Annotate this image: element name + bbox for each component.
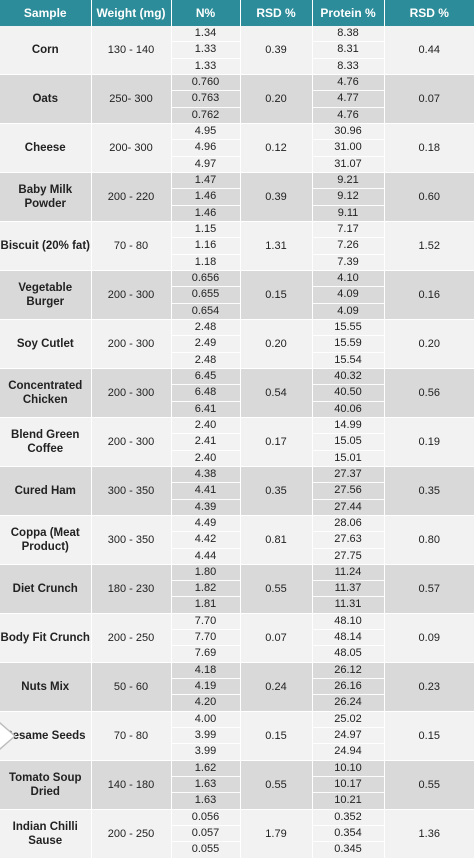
n-value: 0.654 — [191, 304, 220, 317]
n-value: 2.48 — [194, 353, 217, 366]
protein-value: 31.00 — [313, 140, 384, 156]
cell-weight: 180 - 230 — [91, 564, 171, 613]
cell-rsd-protein: 0.18 — [384, 123, 474, 172]
cell-n-values — [171, 172, 240, 221]
n-value: 7.69 — [194, 647, 217, 660]
cell-sample — [0, 466, 91, 515]
cell-n-values — [171, 760, 240, 809]
header-n-percent: N% — [171, 0, 240, 26]
n-value: 6.45 — [172, 369, 240, 385]
cell-weight: 50 - 60 — [91, 662, 171, 711]
cell-n-values — [171, 613, 240, 662]
protein-value: 48.10 — [313, 614, 384, 630]
sample-name: Coppa (Meat Product) — [10, 526, 80, 553]
n-value: 0.055 — [191, 843, 220, 856]
sample-name: Tomato Soup Dried — [8, 771, 82, 798]
cell-sample — [0, 74, 91, 123]
protein-value: 15.55 — [313, 320, 384, 336]
n-value: 1.81 — [194, 598, 217, 611]
table-row — [0, 711, 474, 760]
protein-value: 26.16 — [313, 679, 384, 695]
cell-weight: 70 - 80 — [91, 221, 171, 270]
protein-value: 4.09 — [337, 304, 359, 317]
cell-rsd-protein: 0.57 — [384, 564, 474, 613]
n-value: 0.057 — [172, 826, 240, 842]
cell-rsd-n: 0.54 — [240, 368, 312, 417]
sample-name: Indian Chilli Sause — [12, 820, 78, 847]
cell-weight: 140 - 180 — [91, 760, 171, 809]
cell-rsd-n: 0.55 — [240, 564, 312, 613]
cell-rsd-n: 0.39 — [240, 172, 312, 221]
protein-value: 28.06 — [313, 516, 384, 532]
cell-rsd-n: 0.15 — [240, 711, 312, 760]
cell-n-values — [171, 368, 240, 417]
protein-value: 11.24 — [313, 565, 384, 581]
sample-name: Concentrated Chicken — [8, 379, 83, 406]
cell-protein-values — [312, 613, 384, 662]
n-value: 0.655 — [172, 287, 240, 303]
cell-weight: 200 - 300 — [91, 417, 171, 466]
table-row — [0, 270, 474, 319]
n-value: 1.34 — [172, 26, 240, 42]
protein-value: 9.12 — [313, 189, 384, 205]
n-value: 0.760 — [172, 75, 240, 91]
cell-sample — [0, 613, 91, 662]
protein-value: 8.38 — [313, 26, 384, 42]
cell-sample — [0, 319, 91, 368]
cell-rsd-protein: 0.80 — [384, 515, 474, 564]
n-value: 4.95 — [172, 124, 240, 140]
cell-protein-values — [312, 466, 384, 515]
cell-protein-values — [312, 172, 384, 221]
protein-value: 40.32 — [313, 369, 384, 385]
n-value: 2.40 — [172, 418, 240, 434]
cell-rsd-n: 1.79 — [240, 809, 312, 858]
cell-weight: 250- 300 — [91, 74, 171, 123]
protein-value: 48.05 — [334, 647, 362, 660]
cell-n-values — [171, 711, 240, 760]
sample-name: Corn — [31, 43, 59, 56]
cell-protein-values — [312, 319, 384, 368]
cell-rsd-n: 0.17 — [240, 417, 312, 466]
table-row — [0, 26, 474, 74]
cell-rsd-n: 1.31 — [240, 221, 312, 270]
protein-value: 26.12 — [313, 663, 384, 679]
cell-weight: 200 - 250 — [91, 809, 171, 858]
table-row — [0, 319, 474, 368]
cell-weight: 200 - 250 — [91, 613, 171, 662]
n-value: 7.70 — [172, 630, 240, 646]
protein-value: 48.14 — [313, 630, 384, 646]
protein-value: 0.354 — [313, 826, 384, 842]
sample-name: Blend Green Coffee — [11, 428, 80, 455]
n-value: 1.33 — [172, 42, 240, 58]
cell-rsd-n: 0.20 — [240, 319, 312, 368]
n-value: 3.99 — [194, 745, 217, 758]
cell-n-values — [171, 319, 240, 368]
n-value: 0.056 — [172, 810, 240, 826]
cell-sample — [0, 270, 91, 319]
protein-value: 4.76 — [337, 108, 359, 121]
protein-value: 24.94 — [334, 745, 362, 758]
cell-rsd-protein: 0.19 — [384, 417, 474, 466]
n-value: 1.47 — [172, 173, 240, 189]
table-row — [0, 809, 474, 858]
cell-weight: 300 - 350 — [91, 466, 171, 515]
cell-rsd-n: 0.35 — [240, 466, 312, 515]
table-row — [0, 368, 474, 417]
protein-value: 0.345 — [334, 843, 362, 856]
protein-value: 8.31 — [313, 42, 384, 58]
n-value: 1.62 — [172, 761, 240, 777]
n-value: 4.49 — [172, 516, 240, 532]
protein-value: 0.352 — [313, 810, 384, 826]
cell-n-values — [171, 270, 240, 319]
n-value: 2.48 — [172, 320, 240, 336]
protein-value: 15.05 — [313, 434, 384, 450]
protein-value: 11.31 — [334, 598, 362, 611]
cell-rsd-protein: 0.56 — [384, 368, 474, 417]
cell-rsd-protein: 0.23 — [384, 662, 474, 711]
protein-value: 4.76 — [313, 75, 384, 91]
protein-value: 4.77 — [313, 91, 384, 107]
cell-sample — [0, 123, 91, 172]
n-value: 1.80 — [172, 565, 240, 581]
n-value: 1.63 — [172, 777, 240, 793]
n-value: 1.46 — [172, 189, 240, 205]
sample-name: Nuts Mix — [21, 680, 70, 693]
protein-value: 10.21 — [334, 794, 362, 807]
protein-value: 10.17 — [313, 777, 384, 793]
cell-n-values — [171, 662, 240, 711]
cell-rsd-protein: 0.44 — [384, 26, 474, 74]
protein-value: 27.37 — [313, 467, 384, 483]
table-header — [0, 0, 474, 26]
cell-rsd-n: 0.39 — [240, 26, 312, 74]
protein-value: 30.96 — [313, 124, 384, 140]
cell-rsd-n: 0.12 — [240, 123, 312, 172]
n-value: 1.16 — [172, 238, 240, 254]
cell-weight: 130 - 140 — [91, 26, 171, 74]
cell-n-values — [171, 26, 240, 74]
n-value: 4.42 — [172, 532, 240, 548]
cell-n-values — [171, 74, 240, 123]
protein-value: 11.37 — [313, 581, 384, 597]
protein-value: 9.21 — [313, 173, 384, 189]
cell-rsd-n: 0.20 — [240, 74, 312, 123]
table-row — [0, 417, 474, 466]
n-value: 0.762 — [191, 108, 220, 121]
protein-value: 40.06 — [334, 402, 362, 415]
cell-protein-values — [312, 123, 384, 172]
n-value: 1.18 — [194, 255, 217, 268]
cell-protein-values — [312, 662, 384, 711]
cell-weight: 200 - 300 — [91, 270, 171, 319]
cell-sample — [0, 564, 91, 613]
cell-protein-values — [312, 711, 384, 760]
protein-value: 25.02 — [313, 712, 384, 728]
cell-sample — [0, 760, 91, 809]
n-value: 4.19 — [172, 679, 240, 695]
cell-protein-values — [312, 515, 384, 564]
protein-value: 31.07 — [334, 157, 362, 170]
table-row — [0, 221, 474, 270]
protein-value: 7.39 — [337, 255, 359, 268]
cell-weight: 70 - 80 — [91, 711, 171, 760]
n-value: 4.20 — [194, 696, 217, 709]
table-body — [0, 26, 474, 858]
n-value: 4.18 — [172, 663, 240, 679]
table-row — [0, 466, 474, 515]
cell-weight: 200 - 300 — [91, 368, 171, 417]
cell-protein-values — [312, 760, 384, 809]
n-value: 4.00 — [172, 712, 240, 728]
cell-rsd-n: 0.07 — [240, 613, 312, 662]
header-rsd-protein: RSD % — [384, 0, 474, 26]
protein-value: 40.50 — [313, 385, 384, 401]
n-value: 7.70 — [172, 614, 240, 630]
cell-rsd-n: 0.15 — [240, 270, 312, 319]
n-value: 6.41 — [194, 402, 217, 415]
n-value: 2.49 — [172, 336, 240, 352]
table-row — [0, 662, 474, 711]
cell-n-values — [171, 221, 240, 270]
protein-value: 27.75 — [334, 549, 362, 562]
protein-value: 7.26 — [313, 238, 384, 254]
n-value: 2.41 — [172, 434, 240, 450]
cell-rsd-protein: 1.52 — [384, 221, 474, 270]
n-value: 3.99 — [172, 728, 240, 744]
cell-protein-values — [312, 564, 384, 613]
header-weight: Weight (mg) — [91, 0, 171, 26]
sample-name: Biscuit (20% fat) — [0, 239, 90, 252]
protein-value: 24.97 — [313, 728, 384, 744]
cell-rsd-protein: 1.36 — [384, 809, 474, 858]
cell-rsd-n: 0.81 — [240, 515, 312, 564]
header-rsd-n: RSD % — [240, 0, 312, 26]
cell-sample — [0, 662, 91, 711]
cell-n-values — [171, 123, 240, 172]
cell-sample — [0, 809, 91, 858]
n-value: 4.38 — [172, 467, 240, 483]
n-value: 1.15 — [172, 222, 240, 238]
sample-name: Baby Milk Powder — [18, 183, 73, 210]
table-row — [0, 515, 474, 564]
sample-name: Cheese — [24, 141, 66, 154]
n-value: 4.96 — [172, 140, 240, 156]
protein-value: 10.10 — [313, 761, 384, 777]
cell-protein-values — [312, 809, 384, 858]
protein-value: 26.24 — [334, 696, 362, 709]
cell-weight: 200- 300 — [91, 123, 171, 172]
cell-n-values — [171, 417, 240, 466]
cell-n-values — [171, 809, 240, 858]
header-sample: Sample — [0, 0, 91, 26]
cell-sample — [0, 417, 91, 466]
n-value: 4.97 — [194, 157, 217, 170]
protein-value: 8.33 — [337, 59, 359, 72]
n-value: 1.63 — [194, 794, 217, 807]
cell-n-values — [171, 466, 240, 515]
sample-name: Cured Ham — [14, 484, 76, 497]
protein-value: 9.11 — [337, 206, 359, 219]
cell-n-values — [171, 515, 240, 564]
cell-rsd-n: 0.24 — [240, 662, 312, 711]
cell-protein-values — [312, 417, 384, 466]
cell-weight: 200 - 300 — [91, 319, 171, 368]
protein-value: 27.56 — [313, 483, 384, 499]
sample-name: Soy Cutlet — [16, 337, 74, 350]
table-row — [0, 613, 474, 662]
header-protein-percent: Protein % — [312, 0, 384, 26]
sample-name: Body Fit Crunch — [0, 631, 90, 644]
table-row — [0, 74, 474, 123]
cell-rsd-protein: 0.09 — [384, 613, 474, 662]
n-value: 4.44 — [194, 549, 217, 562]
protein-value: 7.17 — [313, 222, 384, 238]
n-value: 6.48 — [172, 385, 240, 401]
cell-protein-values — [312, 26, 384, 74]
cell-rsd-protein: 0.16 — [384, 270, 474, 319]
n-value: 4.41 — [172, 483, 240, 499]
cell-protein-values — [312, 270, 384, 319]
cell-rsd-protein: 0.55 — [384, 760, 474, 809]
cell-sample — [0, 368, 91, 417]
sample-name: Vegetable Burger — [18, 281, 73, 308]
protein-value: 15.01 — [334, 451, 362, 464]
protein-value: 4.09 — [313, 287, 384, 303]
sample-name: Diet Crunch — [12, 582, 78, 595]
cell-protein-values — [312, 368, 384, 417]
n-value: 2.40 — [194, 451, 217, 464]
table-row — [0, 760, 474, 809]
n-value: 1.46 — [194, 206, 217, 219]
cell-sample — [0, 26, 91, 74]
n-value: 1.82 — [172, 581, 240, 597]
cell-sample — [0, 515, 91, 564]
cell-rsd-n: 0.55 — [240, 760, 312, 809]
cell-sample — [0, 172, 91, 221]
cell-rsd-protein: 0.20 — [384, 319, 474, 368]
protein-value: 15.54 — [334, 353, 362, 366]
sample-name: Sesame Seeds — [4, 729, 86, 742]
protein-value: 15.59 — [313, 336, 384, 352]
cell-weight: 200 - 220 — [91, 172, 171, 221]
protein-value: 27.44 — [334, 500, 362, 513]
table-row — [0, 123, 474, 172]
sample-name: Oats — [32, 92, 59, 105]
cell-protein-values — [312, 74, 384, 123]
n-value: 4.39 — [194, 500, 217, 513]
cell-sample — [0, 221, 91, 270]
n-value: 1.33 — [194, 59, 217, 72]
cell-protein-values — [312, 221, 384, 270]
protein-value: 14.99 — [313, 418, 384, 434]
n-value: 0.656 — [172, 271, 240, 287]
n-value: 0.763 — [172, 91, 240, 107]
table-row — [0, 564, 474, 613]
protein-value: 4.10 — [313, 271, 384, 287]
protein-value: 27.63 — [313, 532, 384, 548]
cell-rsd-protein: 0.07 — [384, 74, 474, 123]
cell-n-values — [171, 564, 240, 613]
cell-rsd-protein: 0.60 — [384, 172, 474, 221]
cell-rsd-protein: 0.35 — [384, 466, 474, 515]
cell-rsd-protein: 0.15 — [384, 711, 474, 760]
cell-weight: 300 - 350 — [91, 515, 171, 564]
table-row — [0, 172, 474, 221]
side-arrow-icon — [0, 724, 14, 748]
